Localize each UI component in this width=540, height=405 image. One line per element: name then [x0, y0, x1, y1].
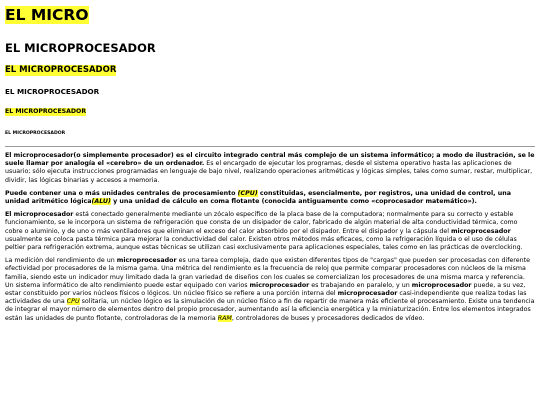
- heading-5: EL MICROPROCESADOR: [5, 108, 87, 115]
- ram-highlight: RAM: [217, 314, 232, 322]
- alu-highlight: (ALU): [91, 198, 111, 206]
- cpu-text-b: constituidas, esencialmente, por registros, una unidad de control, una unidad aritmético lógica: [5, 189, 511, 206]
- heading-2: EL MICROPROCESADOR: [5, 41, 156, 55]
- cooling-term-2: microprocesador: [450, 227, 511, 235]
- perf-term-2: microprocesador: [249, 281, 310, 289]
- horizontal-rule: [5, 146, 535, 147]
- heading-3: EL MICROPROCESADOR: [5, 65, 117, 75]
- perf-text-d: puede, a su vez, estar constituido por varios núcleos físicos o lógicos. Un núcleo físico se refiere a una porción interna del: [5, 281, 526, 298]
- perf-text-g: , controladores de buses y procesadores dedicados de vídeo.: [231, 314, 425, 322]
- heading-4: EL MICROPROCESADOR: [5, 87, 100, 96]
- paragraph-intro: [5, 152, 535, 185]
- heading-6: EL MICROPROCESADOR: [5, 131, 66, 136]
- heading-1: EL MICRO: [5, 6, 89, 24]
- cooling-text-a: está conectado generalmente mediante un zócalo específico de la placa base de la computadora; normalmente para su correcto y estable funcionamiento, se le incorpora un sistema de refrigeración que consta de un disipador de calor, fabricado de algún material de alta conductividad térmica, como cobre o aluminio, y de uno o más ventiladores que eliminan el exceso del calor absorbido por el disipador. Entre el disipador y la cápsula del: [5, 211, 518, 235]
- perf-term-3: microprocesador: [411, 281, 472, 289]
- cpu-text-c: y una unidad de cálculo en coma flotante (conocida antiguamente como «coprocesador matemático»).: [110, 198, 477, 206]
- paragraph-performance: [5, 257, 535, 323]
- cooling-text-b: usualmente se coloca pasta térmica para mejorar la conductividad del calor. Existen otros métodos más eficaces, como la refrigeración líquida o el uso de células peltier para refrigeración extrema, aunque estas técnicas se utilizan casi exclusivamente para aplicaciones especiales, tales como en las prácticas de overclocking.: [5, 235, 523, 252]
- cooling-term: El microprocesador: [5, 211, 74, 219]
- intro-bold-text: El microprocesador(o simplemente procesador) es el circuito integrado central más complejo de un sistema informático; a modo de ilustración, se le suele llamar por analogía el «cerebro» de un ordenador.: [5, 152, 535, 168]
- paragraph-cooling: [5, 211, 535, 252]
- perf-text-f: solitaria, un núcleo lógico es la simulación de un núcleo físico a fin de repartir de manera más eficiente el procesamiento. Existe una tendencia de integrar el mayor número de elementos dentro del propio procesador, aumentando así la eficiencia energética y la miniaturización. Entre los elementos integrados están las unidades de punto flotante, controladoras de la memoria: [5, 298, 535, 322]
- cpu-text-a: Puede contener una o más unidades centrales de procesamiento: [5, 189, 238, 197]
- perf-text-b: es una tarea compleja, dado que existen diferentes tipos de "cargas" que pueden ser procesadas con diferente efectividad por procesadores de la misma gama. Una métrica del rendimiento es la frecuencia de reloj que permite comparar procesadores con núcleos de la misma familia, siendo este un indicador muy limitado dada la gran variedad de diseños con los cuales se comercializan los procesadores de una misma marca y referencia. Un sistema informático de alto rendimiento puede estar equipado con varios: [5, 257, 530, 289]
- perf-term-1: microprocesador: [116, 257, 177, 265]
- perf-text-c: es trabajando en paralelo, y un: [309, 281, 412, 289]
- perf-text-e: casi-independiente que realiza todas las actividades de una: [5, 290, 527, 306]
- paragraph-cpu: [5, 190, 535, 206]
- cpu-highlight: (CPU): [237, 189, 258, 197]
- perf-text-a: La medición del rendimiento de un: [5, 257, 117, 265]
- perf-term-4: microprocesador: [337, 290, 398, 298]
- cpu-inline-highlight: CPU: [66, 298, 80, 306]
- intro-text: Es el encargado de ejecutar los programas, desde el sistema operativo hasta las aplicaciones de usuario; sólo ejecuta instrucciones programadas en lenguaje de bajo nivel, realizando operaciones aritméticas y lógicas simples, tales como sumar, restar, multiplicar, dividir, las lógicas binarias y accesos a memoria.: [5, 160, 533, 184]
